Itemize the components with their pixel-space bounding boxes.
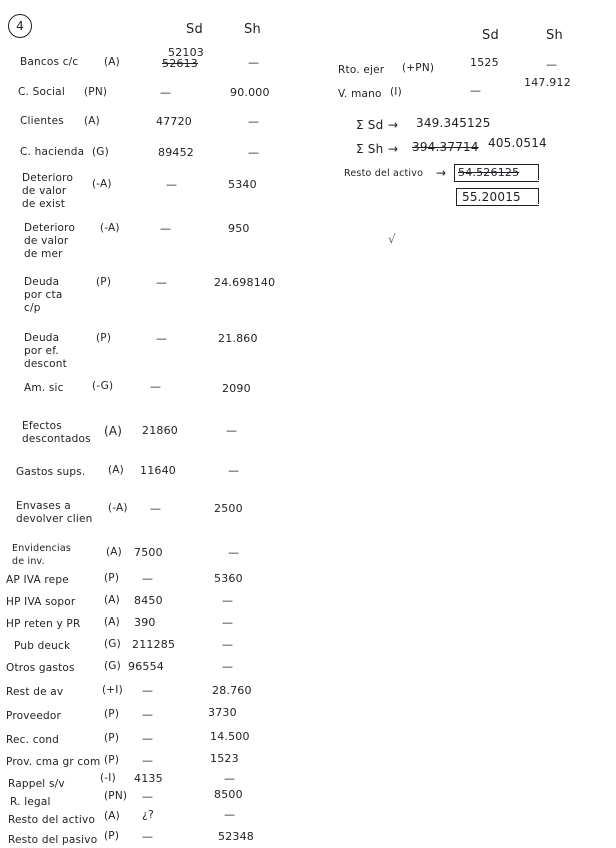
row-sh: — — [222, 594, 234, 607]
row-sh: 21.860 — [218, 332, 258, 345]
right-row-type: (+PN) — [402, 62, 435, 74]
row-type: (PN) — [104, 790, 128, 802]
row-label: Clientes — [20, 115, 64, 127]
row-sh: — — [228, 464, 240, 477]
row-sh: 24.698140 — [214, 276, 276, 289]
row-sh: — — [228, 546, 240, 559]
row-sh: — — [248, 56, 260, 69]
row-label: R. legal — [10, 796, 51, 808]
right-row-sh: — — [546, 58, 558, 71]
row-sh: 8500 — [214, 788, 243, 801]
row-sd-struck: 52613 — [162, 57, 198, 70]
row-sd: — — [142, 754, 154, 767]
row-label: Proveedor — [6, 710, 61, 722]
row-type: (-G) — [92, 380, 114, 392]
row-label: Envidencias de inv. — [12, 543, 72, 567]
right-header-sh: Sh — [546, 28, 563, 43]
row-sh: — — [222, 616, 234, 629]
row-label: Efectos descontados — [22, 420, 91, 445]
row-sh: — — [222, 660, 234, 673]
right-row-type: (I) — [390, 86, 402, 98]
row-type: (G) — [104, 638, 121, 650]
row-type: (-I) — [100, 772, 116, 784]
row-sd: 52103 — [168, 46, 204, 59]
sum-sh-label: Σ Sh — [356, 142, 384, 156]
resto-struck-box-end — [538, 164, 539, 180]
row-label: Resto del activo — [8, 814, 96, 826]
sum-sd-label: Σ Sd — [356, 118, 384, 132]
row-sh: — — [224, 808, 236, 821]
row-sd: 7500 — [134, 546, 163, 559]
row-type: (G) — [104, 660, 121, 672]
row-sd: 390 — [134, 616, 156, 629]
row-type: (A) — [108, 464, 124, 476]
row-type: (-A) — [92, 178, 112, 190]
row-type: (A) — [84, 115, 100, 127]
row-sd: 211285 — [132, 638, 176, 651]
row-sd: — — [142, 572, 154, 585]
resto-label: Resto del activo — [344, 168, 424, 179]
row-type: (P) — [104, 754, 120, 766]
row-sh: 90.000 — [230, 86, 270, 99]
row-label: Bancos c/c — [20, 56, 79, 68]
row-sh: 14.500 — [210, 730, 250, 743]
row-sh: 3730 — [208, 706, 237, 719]
sum-sh-value: 405.0514 — [488, 136, 547, 150]
row-type: (A) — [104, 594, 120, 606]
resto-value: 55.20015 — [462, 190, 521, 204]
header-sh: Sh — [244, 22, 261, 37]
page-number-circle: 4 — [8, 14, 32, 38]
right-header-sd: Sd — [482, 28, 499, 43]
row-type: (P) — [104, 830, 120, 842]
header-sd: Sd — [186, 22, 203, 37]
row-type: (A) — [104, 424, 123, 438]
resto-arrow: → — [436, 166, 447, 180]
resto-struck: 54.526125 — [458, 166, 520, 179]
resto-value-box-end — [538, 188, 539, 204]
row-sd: 96554 — [128, 660, 164, 673]
row-label: AP IVA repe — [6, 574, 69, 586]
row-sh: 5360 — [214, 572, 243, 585]
row-sd: 4135 — [134, 772, 163, 785]
row-type: (G) — [92, 146, 109, 158]
row-sh: — — [226, 424, 238, 437]
row-sd: 89452 — [158, 146, 194, 159]
sum-sh-struck: 394.37714 — [412, 140, 479, 154]
right-row-label: V. mano — [338, 88, 382, 100]
row-type: (P) — [104, 572, 120, 584]
row-sh: — — [224, 772, 236, 785]
row-label: Resto del pasivo — [8, 834, 98, 846]
row-label: Envases a devolver clien — [16, 500, 93, 525]
row-sh: 28.760 — [212, 684, 252, 697]
row-sd: — — [142, 684, 154, 697]
row-type: (A) — [104, 56, 120, 68]
right-row-sd: — — [470, 84, 482, 97]
row-label: Otros gastos — [6, 662, 75, 674]
row-type: (-A) — [108, 502, 128, 514]
row-type: (+I) — [102, 684, 123, 696]
row-sh: — — [248, 115, 260, 128]
row-sh: 52348 — [218, 830, 254, 843]
row-type: (P) — [96, 276, 112, 288]
row-type: (A) — [104, 616, 120, 628]
right-row-sh: 147.912 — [524, 76, 571, 89]
row-sd: — — [160, 86, 172, 99]
row-sh: 1523 — [210, 752, 239, 765]
row-sh: 2500 — [214, 502, 243, 515]
row-type: (P) — [104, 708, 120, 720]
row-sh: — — [248, 146, 260, 159]
row-label: Am. sic — [24, 382, 64, 394]
row-sd: 11640 — [140, 464, 176, 477]
row-label: Deuda por cta c/p — [24, 276, 63, 314]
row-sh: — — [222, 638, 234, 651]
row-sd: 21860 — [142, 424, 178, 437]
row-sd: ¿? — [142, 808, 155, 821]
row-type: (A) — [104, 810, 120, 822]
row-label: Rec. cond — [6, 734, 60, 746]
check-mark-icon: √ — [388, 232, 396, 246]
row-label: Gastos sups. — [16, 466, 86, 478]
row-sd: 8450 — [134, 594, 163, 607]
row-sh: 950 — [228, 222, 250, 235]
row-label: Rest de av — [6, 686, 64, 698]
row-sd: — — [150, 502, 162, 515]
row-sh: 2090 — [222, 382, 251, 395]
row-type: (P) — [104, 732, 120, 744]
sum-sd-value: 349.345125 — [416, 116, 491, 130]
row-sd: 47720 — [156, 115, 192, 128]
row-label: Deterioro de valor de mer — [24, 222, 76, 260]
row-label: HP reten y PR — [6, 618, 81, 630]
row-sd: — — [142, 830, 154, 843]
sum-sh-arrow: → — [388, 142, 399, 156]
row-label: Rappel s/v — [8, 778, 65, 790]
right-row-label: Rto. ejer — [338, 64, 385, 76]
row-sd: — — [142, 790, 154, 803]
row-sh: 5340 — [228, 178, 257, 191]
row-sd: — — [142, 732, 154, 745]
row-sd: — — [156, 276, 168, 289]
row-label: Deterioro de valor de exist — [22, 172, 74, 210]
row-sd: — — [166, 178, 178, 191]
sum-sd-arrow: → — [388, 118, 399, 132]
row-label: Deuda por ef. descont — [24, 332, 67, 370]
row-label: HP IVA sopor — [6, 596, 76, 608]
row-type: (-A) — [100, 222, 120, 234]
row-label: C. hacienda — [20, 146, 85, 158]
row-label: C. Social — [18, 86, 65, 98]
row-sd: — — [142, 708, 154, 721]
row-sd: — — [156, 332, 168, 345]
row-sd: — — [160, 222, 172, 235]
right-row-sd: 1525 — [470, 56, 499, 69]
row-sd: — — [150, 380, 162, 393]
row-type: (PN) — [84, 86, 108, 98]
row-type: (P) — [96, 332, 112, 344]
row-type: (A) — [106, 546, 122, 558]
row-label: Prov. cma gr com — [6, 756, 101, 768]
row-label: Pub deuck — [14, 640, 71, 652]
